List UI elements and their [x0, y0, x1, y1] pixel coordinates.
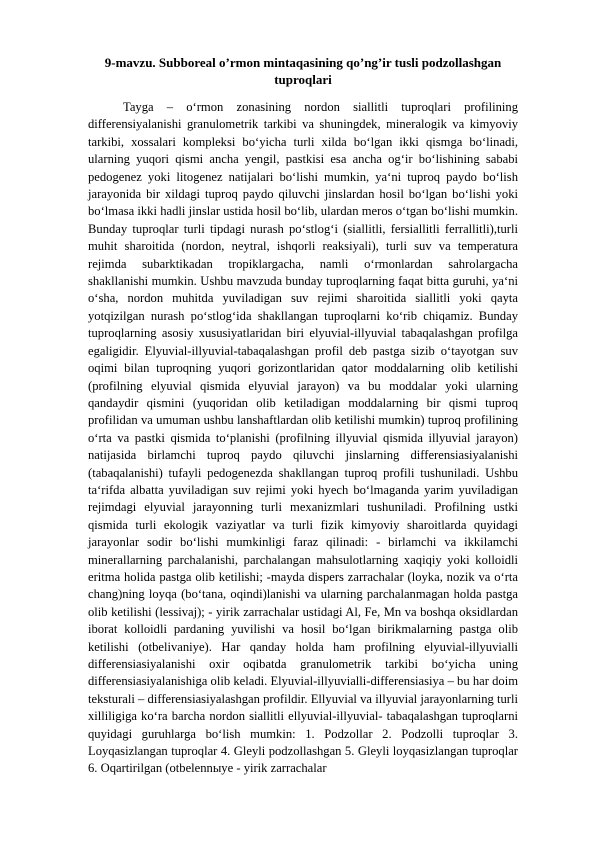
- body-paragraph: Tayga – o‘rmon zonasining nordon siallitli tuproqlari profilining differensiyalanishi granulometrik tarkibi va shuningdek, mineralogik va kimyoviy tarkibi, xossalari kompleksi bo‘yicha turli xilda bo‘lgan ikki qismga bo‘linadi, ularning yuqori qismi ancha yengil, pastkisi esa ancha og‘ir bo‘lishining sababi pedogenez yoki litogenez natijalari bo‘lishi mumkin, ya‘ni tuproq paydo bo‘lish jarayonida bir xildagi tuproq paydo qiluvchi jinslardan hosil bo‘lgan bo‘lishi yoki bo‘lmasa ikki hadli jinslar ustida hosil bo‘lib, ulardan meros o‘tgan bo‘lishi mumkin. Bunday tuproqlar turli tipdagi nurash po‘stlog‘i (siallitli, fersiallitli ferrallitli),turli muhit sharoitida (nordon, neytral, ishqorli reaksiyali), turli suv va temperatura rejimda subarktikadan tropiklargacha, namli o‘rmonlardan sahrolargacha shakllanishi mumkin. Ushbu mavzuda bunday tuproqlarning faqat bitta guruhi, ya‘ni o‘sha, nordon muhitda yuviladigan suv rejimi sharoitida siallitli yoki qayta yotqizilgan nurash po‘stlog‘ida shakllangan tuproqlarni ko‘rib chiqamiz. Bunday tuproqlarning asosiy xususiyatlaridan biri elyuvial-illyuvial tabaqalashgan profilga egaligidir. Elyuvial-illyuvial-tabaqalashgan profil deb pastga sizib o‘tayotgan suv oqimi bilan tuproqning yuqori gorizontlaridan qator moddalarning olib ketilishi (profilning elyuvial qismida elyuvial jarayon) va bu moddalar yoki ularning qandaydir qismini (yuqoridan olib ketiladigan moddalarning bir qismi tuproq profilidan va umuman ushbu lanshaftlardan olib ketilishi mumkin) tuproq profilining o‘rta va pastki qismida to‘planishi (profilning illyuvial qismida illyuvial jarayon) natijasida birlamchi tuproq paydo qiluvchi jinslarning differensiasiyalanishi (tabaqalanishi) tufayli pedogenezda shakllangan tuproq profili tushuniladi. Ushbu ta‘rifda albatta yuviladigan suv rejimi yoki hyech bo‘lmaganda yarim yuviladigan rejimdagi elyuvial jarayonning turli mexanizmlari tushuniladi. Profilning ustki qismida turli ekologik vaziyatlar va turli fizik kimyoviy sharoitlarda quyidagi jarayonlar sodir bo‘lishi mumkinligi faraz qilinadi: - birlamchi va ikkilamchi minerallarning parchalanishi, parchalangan mahsulotlarning xaqiqiy yoki kolloidli eritma holida pastga olib ketilishi; -mayda dispers zarrachalar (loyka, nozik va o‘rta chang)ning loyqa (bo‘tana, oqindi)lanishi va ularning parchalanmagan holda pastga olib ketilishi (lessivaj); - yirik zarrachalar ustidagi Al, Fe, Mn va boshqa oksidlardan iborat kolloidli pardaning yuvilishi va hosil bo‘lgan birikmalarning pastga olib ketilishi (otbelivaniye). Har qanday holda ham profilning elyuvial-illyuvialli differensiasiyalanishi oxir oqibatda granulometrik tarkibi bo‘yicha uning differensiasiyalanishiga olib keladi. Elyuvial-illyuvialli-differensiasiya – bu har doim teksturali – differensiasiyalashgan profildir. Ellyuvial va illyuvial jarayonlarning turli xilliligiga ko‘ra barcha nordon siallitli ellyuvial-illyuvial- tabaqalashgan tuproqlarni quyidagi guruhlarga bo‘lish mumkin: 1. Podzollar 2. Podzolli tuproqlar 3. Loyqasizlangan tuproqlar 4. Gleyli podzollashgan 5. Gleyli loyqasizlangan tuproqlar 6. Oqartirilgan (otbelennыye - yirik zarrachalar: [88, 100, 518, 776]
- document-title: 9-mavzu. Subboreal o’rmon mintaqasining qo’ng’ir tusli podzollashgan tuproqlari: [104, 55, 502, 87]
